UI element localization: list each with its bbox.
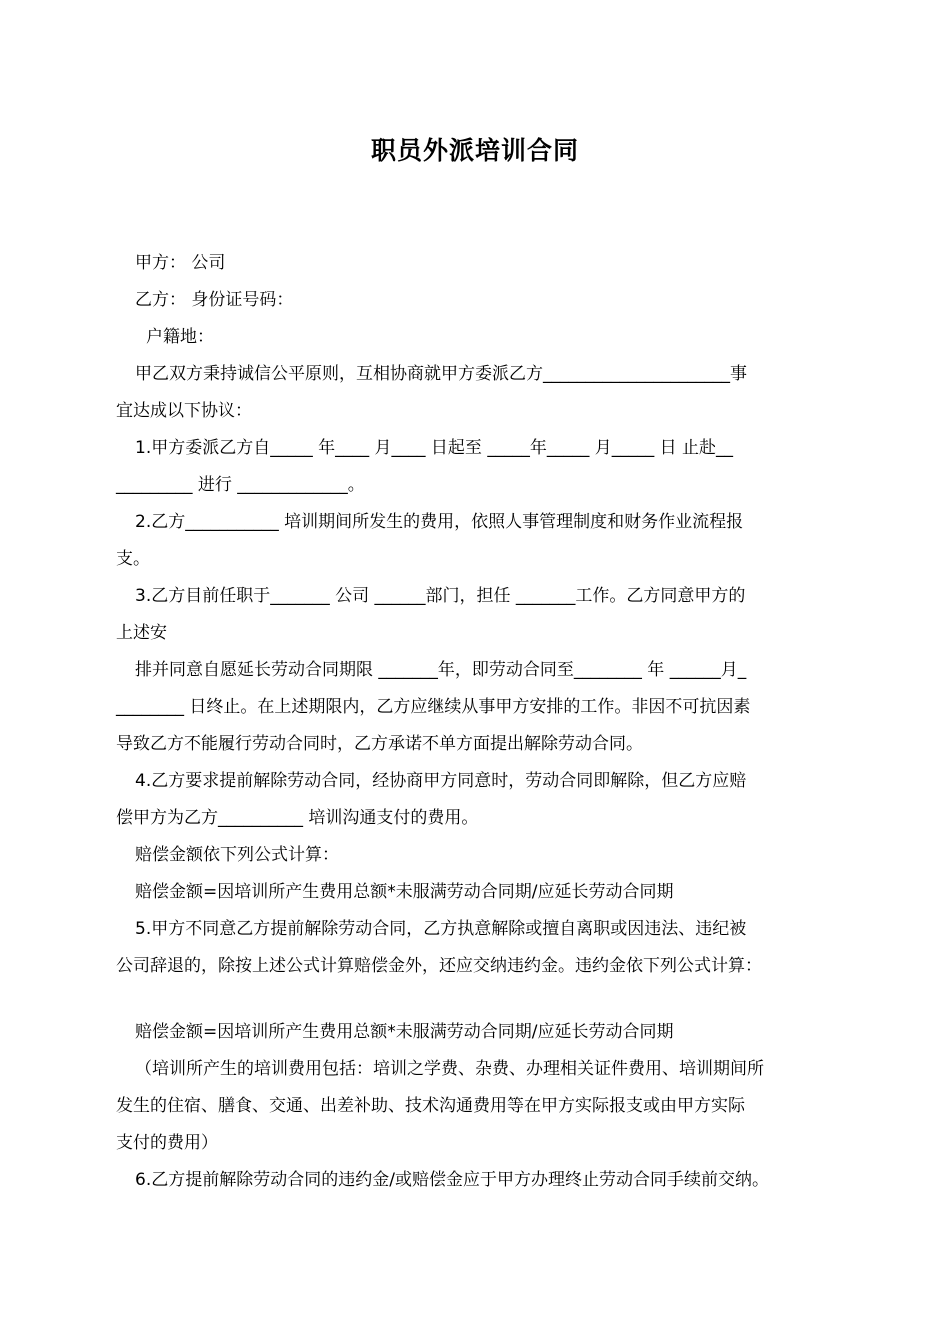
clause-2-line-2: 支。 <box>116 549 150 569</box>
document-body <box>116 245 838 1199</box>
formula-line-2: 赔偿金额=因培训所产生费用总额*未服满劳动合同期/应延长劳动合同期 <box>135 1022 674 1042</box>
fee-note-line-2: 发生的住宿、膳食、交通、出差补助、技术沟通费用等在甲方实际报支或由甲方实际 <box>116 1096 745 1116</box>
household-registration-line: 户籍地： <box>146 327 214 347</box>
document-title: 职员外派培训合同 <box>370 136 579 165</box>
fee-note-line-1: （培训所产生的培训费用包括：培训之学费、杂费、办理相关证件费用、培训期间所 <box>135 1059 764 1079</box>
clause-3-line-2: 上述安 <box>116 623 167 643</box>
clause-2-line-1: 2.乙方___________ 培训期间所发生的费用，依照人事管理制度和财务作业流程报 <box>135 512 744 532</box>
party-b-line: 乙方： 身份证号码： <box>135 290 294 310</box>
preamble-line-1: 甲乙双方秉持诚信公平原则，互相协商就甲方委派乙方______________________事 <box>135 364 747 384</box>
clause-3-line-3: 排并同意自愿延长劳动合同期限 _______年，即劳动合同至________ 年 ______月_ <box>135 660 747 680</box>
formula-line-1: 赔偿金额=因培训所产生费用总额*未服满劳动合同期/应延长劳动合同期 <box>135 882 674 902</box>
clause-5-line-2: 公司辞退的，除按上述公式计算赔偿金外，还应交纳违约金。违约金依下列公式计算： <box>116 956 762 976</box>
spacer <box>116 985 838 1014</box>
clause-6-line-1: 6.乙方提前解除劳动合同的违约金/或赔偿金应于甲方办理终止劳动合同手续前交纳。 <box>135 1170 769 1190</box>
party-a-line: 甲方： 公司 <box>135 253 226 273</box>
clause-1-line-2: _________ 进行 _____________。 <box>116 475 365 495</box>
clause-4-line-2: 偿甲方为乙方__________ 培训沟通支付的费用。 <box>116 808 479 828</box>
clause-5-line-1: 5.甲方不同意乙方提前解除劳动合同，乙方执意解除或擅自离职或因违法、违纪被 <box>135 919 747 939</box>
clause-3-line-1: 3.乙方目前任职于_______ 公司 ______部门，担任 _______工作。乙方同意甲方的 <box>135 586 746 606</box>
clause-3-line-5: 导致乙方不能履行劳动合同时，乙方承诺不单方面提出解除劳动合同。 <box>116 734 643 754</box>
clause-3-line-4: ________ 日终止。在上述期限内，乙方应继续从事甲方安排的工作。非因不可抗因素 <box>116 697 751 717</box>
preamble-line-2: 宜达成以下协议： <box>116 401 252 421</box>
fee-note-line-3: 支付的费用） <box>116 1133 218 1153</box>
formula-intro: 赔偿金额依下列公式计算： <box>135 845 339 865</box>
clause-1-line-1: 1.甲方委派乙方自_____ 年____ 月____ 日起至 _____年_____ 月_____ 日 止赴__ <box>135 438 734 458</box>
clause-4-line-1: 4.乙方要求提前解除劳动合同，经协商甲方同意时，劳动合同即解除，但乙方应赔 <box>135 771 747 791</box>
